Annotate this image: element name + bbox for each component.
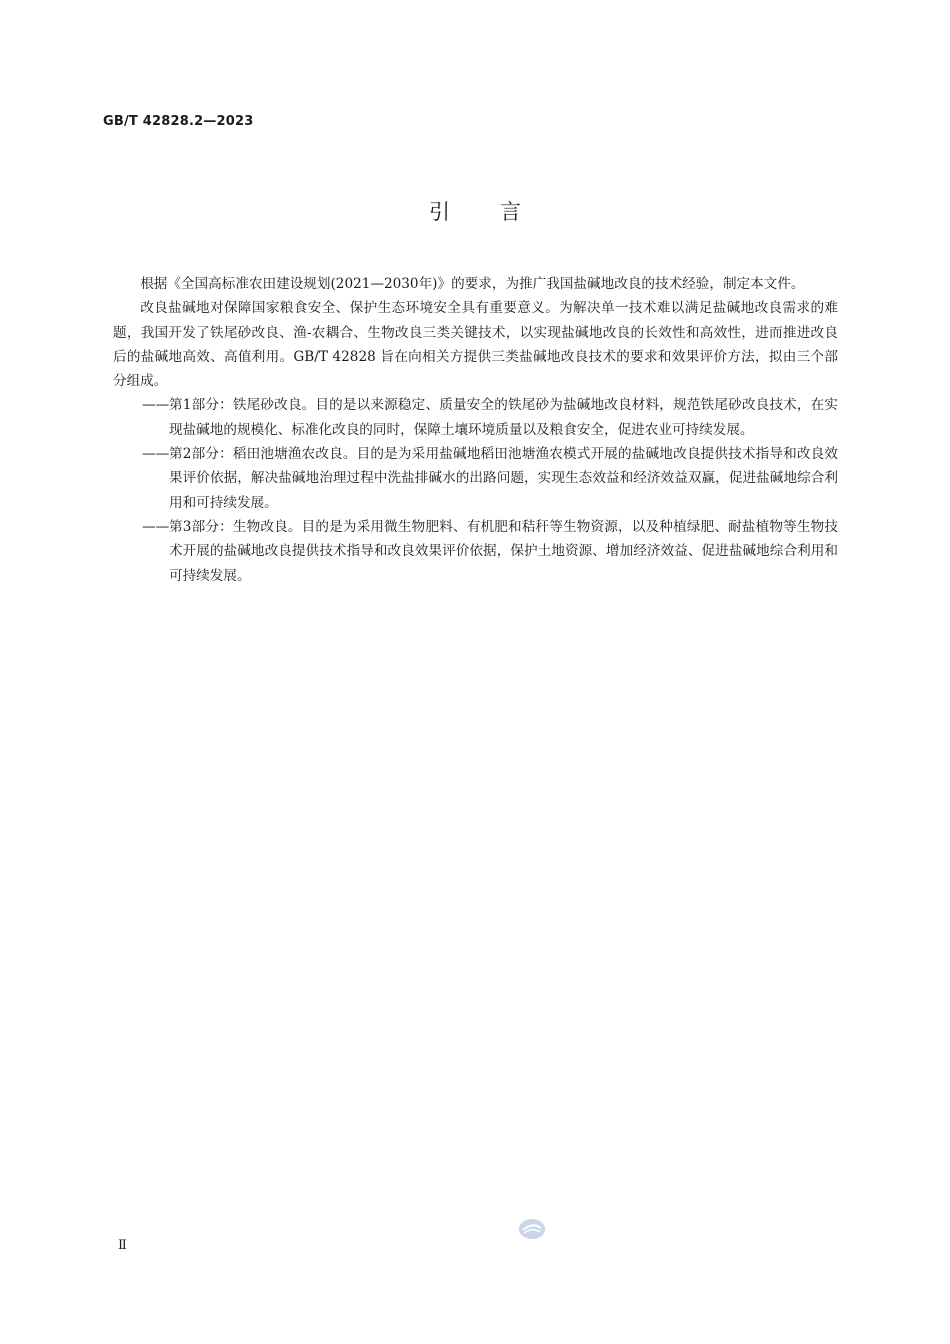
list-item-part-1 xyxy=(113,393,838,442)
list-item-text: 第3部分：生物改良。目的是为采用微生物肥料、有机肥和秸秆等生物资源，以及种植绿肥、耐盐植物等生物技术开展的盐碱地改良提供技术指导和改良效果评价依据，保护土地资源、增加经济效益、促进盐碱地综合利用和可持续发展。 xyxy=(169,518,838,584)
list-item-text: 第2部分：稻田池塘渔农改良。目的是为采用盐碱地稻田池塘渔农模式开展的盐碱地改良提供技术指导和改良效果评价依据，解决盐碱地治理过程中洗盐排碱水的出路问题，实现生态效益和经济效益双赢，促进盐碱地综合利用和可持续发展。 xyxy=(169,446,838,511)
sac-logo-icon xyxy=(518,1218,546,1240)
paragraph-1: 根据《全国高标准农田建设规划(2021—2030年)》的要求，为推广我国盐碱地改良的技术经验，制定本文件。 xyxy=(140,276,805,292)
standard-code: GB/T 42828.2—2023 xyxy=(103,114,254,129)
page-title: 引言 xyxy=(429,200,571,224)
page-number: Ⅱ xyxy=(118,1238,127,1253)
introduction-body xyxy=(113,272,838,588)
list-dash: —— xyxy=(142,397,170,414)
list-item-part-2 xyxy=(113,442,838,515)
list-dash: —— xyxy=(142,518,170,535)
list-item-part-3 xyxy=(113,515,838,588)
list-item-text: 第1部分：铁尾砂改良。目的是以来源稳定、质量安全的铁尾砂为盐碱地改良材料，规范铁尾砂改良技术，在实现盐碱地的规模化、标准化改良的同时，保障土壤环境质量以及粮食安全，促进农业可持续发展。 xyxy=(169,397,838,438)
paragraph-2: 改良盐碱地对保障国家粮食安全、保护生态环境安全具有重要意义。为解决单一技术难以满足盐碱地改良需求的难题，我国开发了铁尾砂改良、渔-农耦合、生物改良三类关键技术，以实现盐碱地改良的长效性和高效性，进而推进改良后的盐碱地高效、高值利用。GB/T 42828 旨在向相关方提供三类盐碱地改良技术的要求和效果评价方法，拟由三个部分组成。 xyxy=(113,300,838,390)
list-dash: —— xyxy=(142,446,170,463)
